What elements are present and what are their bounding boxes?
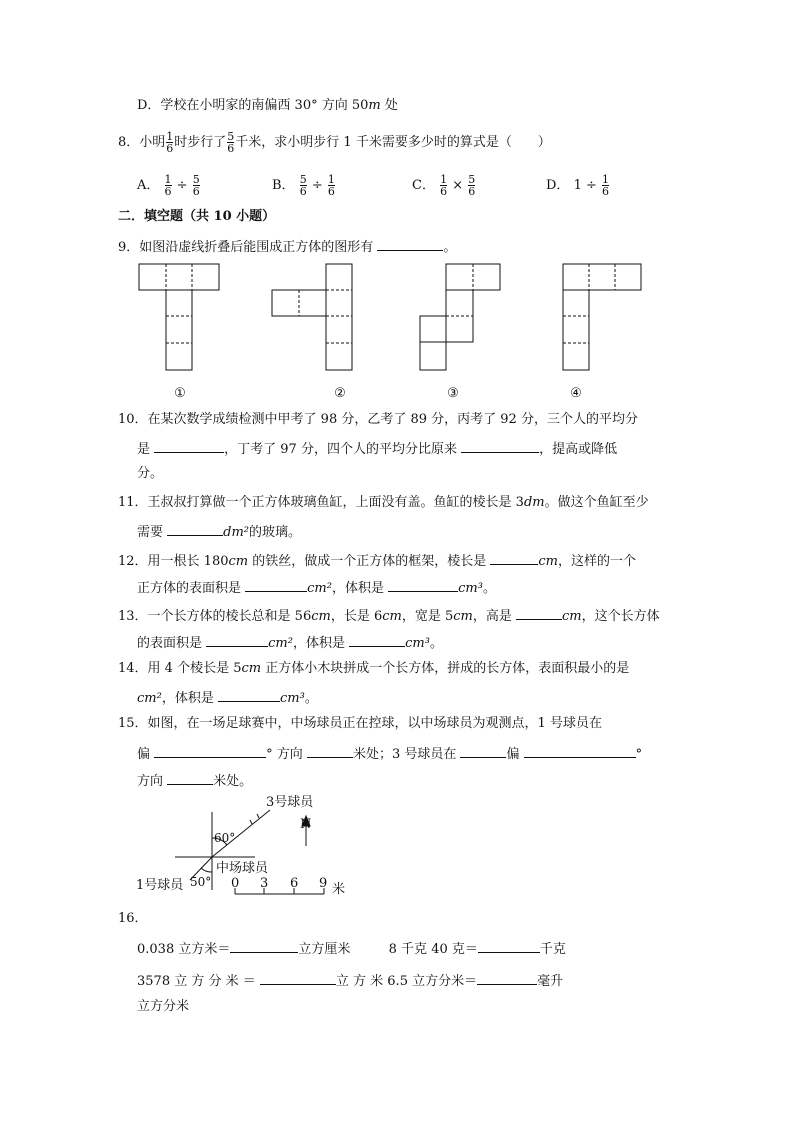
q13-line2: 的表面积是 cm²，体积是 cm³。 [137,632,443,653]
q15-line1: 15．如图，在一场足球赛中，中场球员正在控球，以中场球员为观测点，1 号球员在 [118,716,602,731]
answer-blank[interactable] [388,577,458,592]
q10-line3: 分。 [137,466,164,481]
answer-blank[interactable] [167,521,223,536]
q16-row1: 0.038 立方米＝ 立方厘米 8 千克 40 克＝ 千克 [137,938,566,959]
scale-tick-3: 3 [260,876,269,891]
answer-blank[interactable] [524,743,636,758]
answer-blank[interactable] [349,632,405,647]
answer-blank[interactable] [167,770,213,785]
label-angle-50: 50° [190,875,212,889]
q16-row2: 3578 立 方 分 米 ＝ 立 方 米 6.5 立方分米＝ 毫升 [137,970,563,991]
soccer-direction-figure [130,790,370,905]
answer-blank[interactable] [230,938,298,953]
net-1 [139,264,219,370]
label-angle-60: 60° [214,831,236,845]
fraction: $\frac{5}{6}$ [227,130,235,155]
answer-blank[interactable] [477,970,537,985]
answer-blank[interactable] [154,743,266,758]
q10-line2: 是 ，丁考了 97 分，四个人的平均分比原来 ，提高或降低 [137,438,617,459]
scale-tick-6: 6 [290,876,299,891]
q14-line2: cm²，体积是 cm³。 [137,687,318,708]
q16-row3: 立方分米 [137,999,190,1014]
q8-stem: 8．小明 $\frac{1}{6}$ 时步行了 $\frac{5}{6}$ 千米，求小明步行 1 千米需要多少时的算式是（ ） [118,130,551,155]
q7-option-d: D．学校在小明家的南偏西 30° 方向 50m 处 [137,98,398,113]
q11-line1: 11．王叔叔打算做一个正方体玻璃鱼缸，上面没有盖。鱼缸的棱长是 3dm。做这个鱼缸至少 [118,495,649,510]
q13-line1: 13．一个长方体的棱长总和是 56cm，长是 6cm，宽是 5cm，高是 cm，这个长方体 [118,605,660,626]
answer-blank[interactable] [154,438,224,453]
scale-tick-9: 9 [319,876,328,891]
net-label-3: ③ [447,386,459,401]
section-title: 二．填空题（共 10 小题） [118,209,276,224]
scale-unit: 米 [332,882,346,897]
q8-option-c: C． $\frac{1}{6}$ × $\frac{5}{6}$ [412,173,476,198]
net-4 [563,264,641,370]
net-label-1: ① [174,386,186,401]
answer-blank[interactable] [307,743,353,758]
q9-stem: 9．如图沿虚线折叠后能围成正方体的图形有 。 [118,236,456,257]
scale-tick-0: 0 [231,876,240,891]
label-player3: 3号球员 [266,795,314,810]
fraction: $\frac{1}{6}$ [166,130,174,155]
answer-blank[interactable] [218,687,280,702]
answer-blank[interactable] [461,438,539,453]
answer-blank[interactable] [516,605,562,620]
q8-option-b: B． $\frac{5}{6}$ ÷ $\frac{1}{6}$ [272,173,335,198]
q10-line1: 10．在某次数学成绩检测中甲考了 98 分，乙考了 89 分，丙考了 92 分，三个人的平均分 [118,412,638,427]
q8-option-a: A． $\frac{1}{6}$ ÷ $\frac{5}{6}$ [137,173,200,198]
label-north: N [300,817,312,832]
q8-option-d: D． 1 ÷ $\frac{1}{6}$ [546,173,610,198]
answer-blank[interactable] [245,577,307,592]
q14-line1: 14．用 4 个棱长是 5cm 正方体小木块拼成一个长方体，拼成的长方体，表面积最小的是 [118,661,630,676]
answer-blank[interactable] [478,938,540,953]
q15-line3: 方向 米处。 [137,770,252,791]
answer-blank[interactable] [260,970,336,985]
answer-blank[interactable] [460,743,506,758]
q15-line2: 偏 ° 方向 米处；3 号球员在 偏 ° [137,743,642,764]
net-label-2: ② [334,386,346,401]
label-player1: 1号球员 [136,878,184,893]
q12-line1: 12．用一根长 180cm 的铁丝，做成一个正方体的框架，棱长是 cm，这样的一个 [118,550,636,571]
q12-line2: 正方体的表面积是 cm²，体积是 cm³。 [137,577,496,598]
answer-blank[interactable] [490,550,538,565]
label-center-player: 中场球员 [216,861,269,876]
cube-nets-figure [0,0,794,410]
net-label-4: ④ [570,386,582,401]
q16-number: 16． [118,911,148,926]
q11-line2: 需要 dm²的玻璃。 [137,521,301,542]
answer-blank[interactable] [206,632,268,647]
arc-50 [201,868,212,872]
net-3 [420,264,500,370]
net-2 [272,264,352,370]
